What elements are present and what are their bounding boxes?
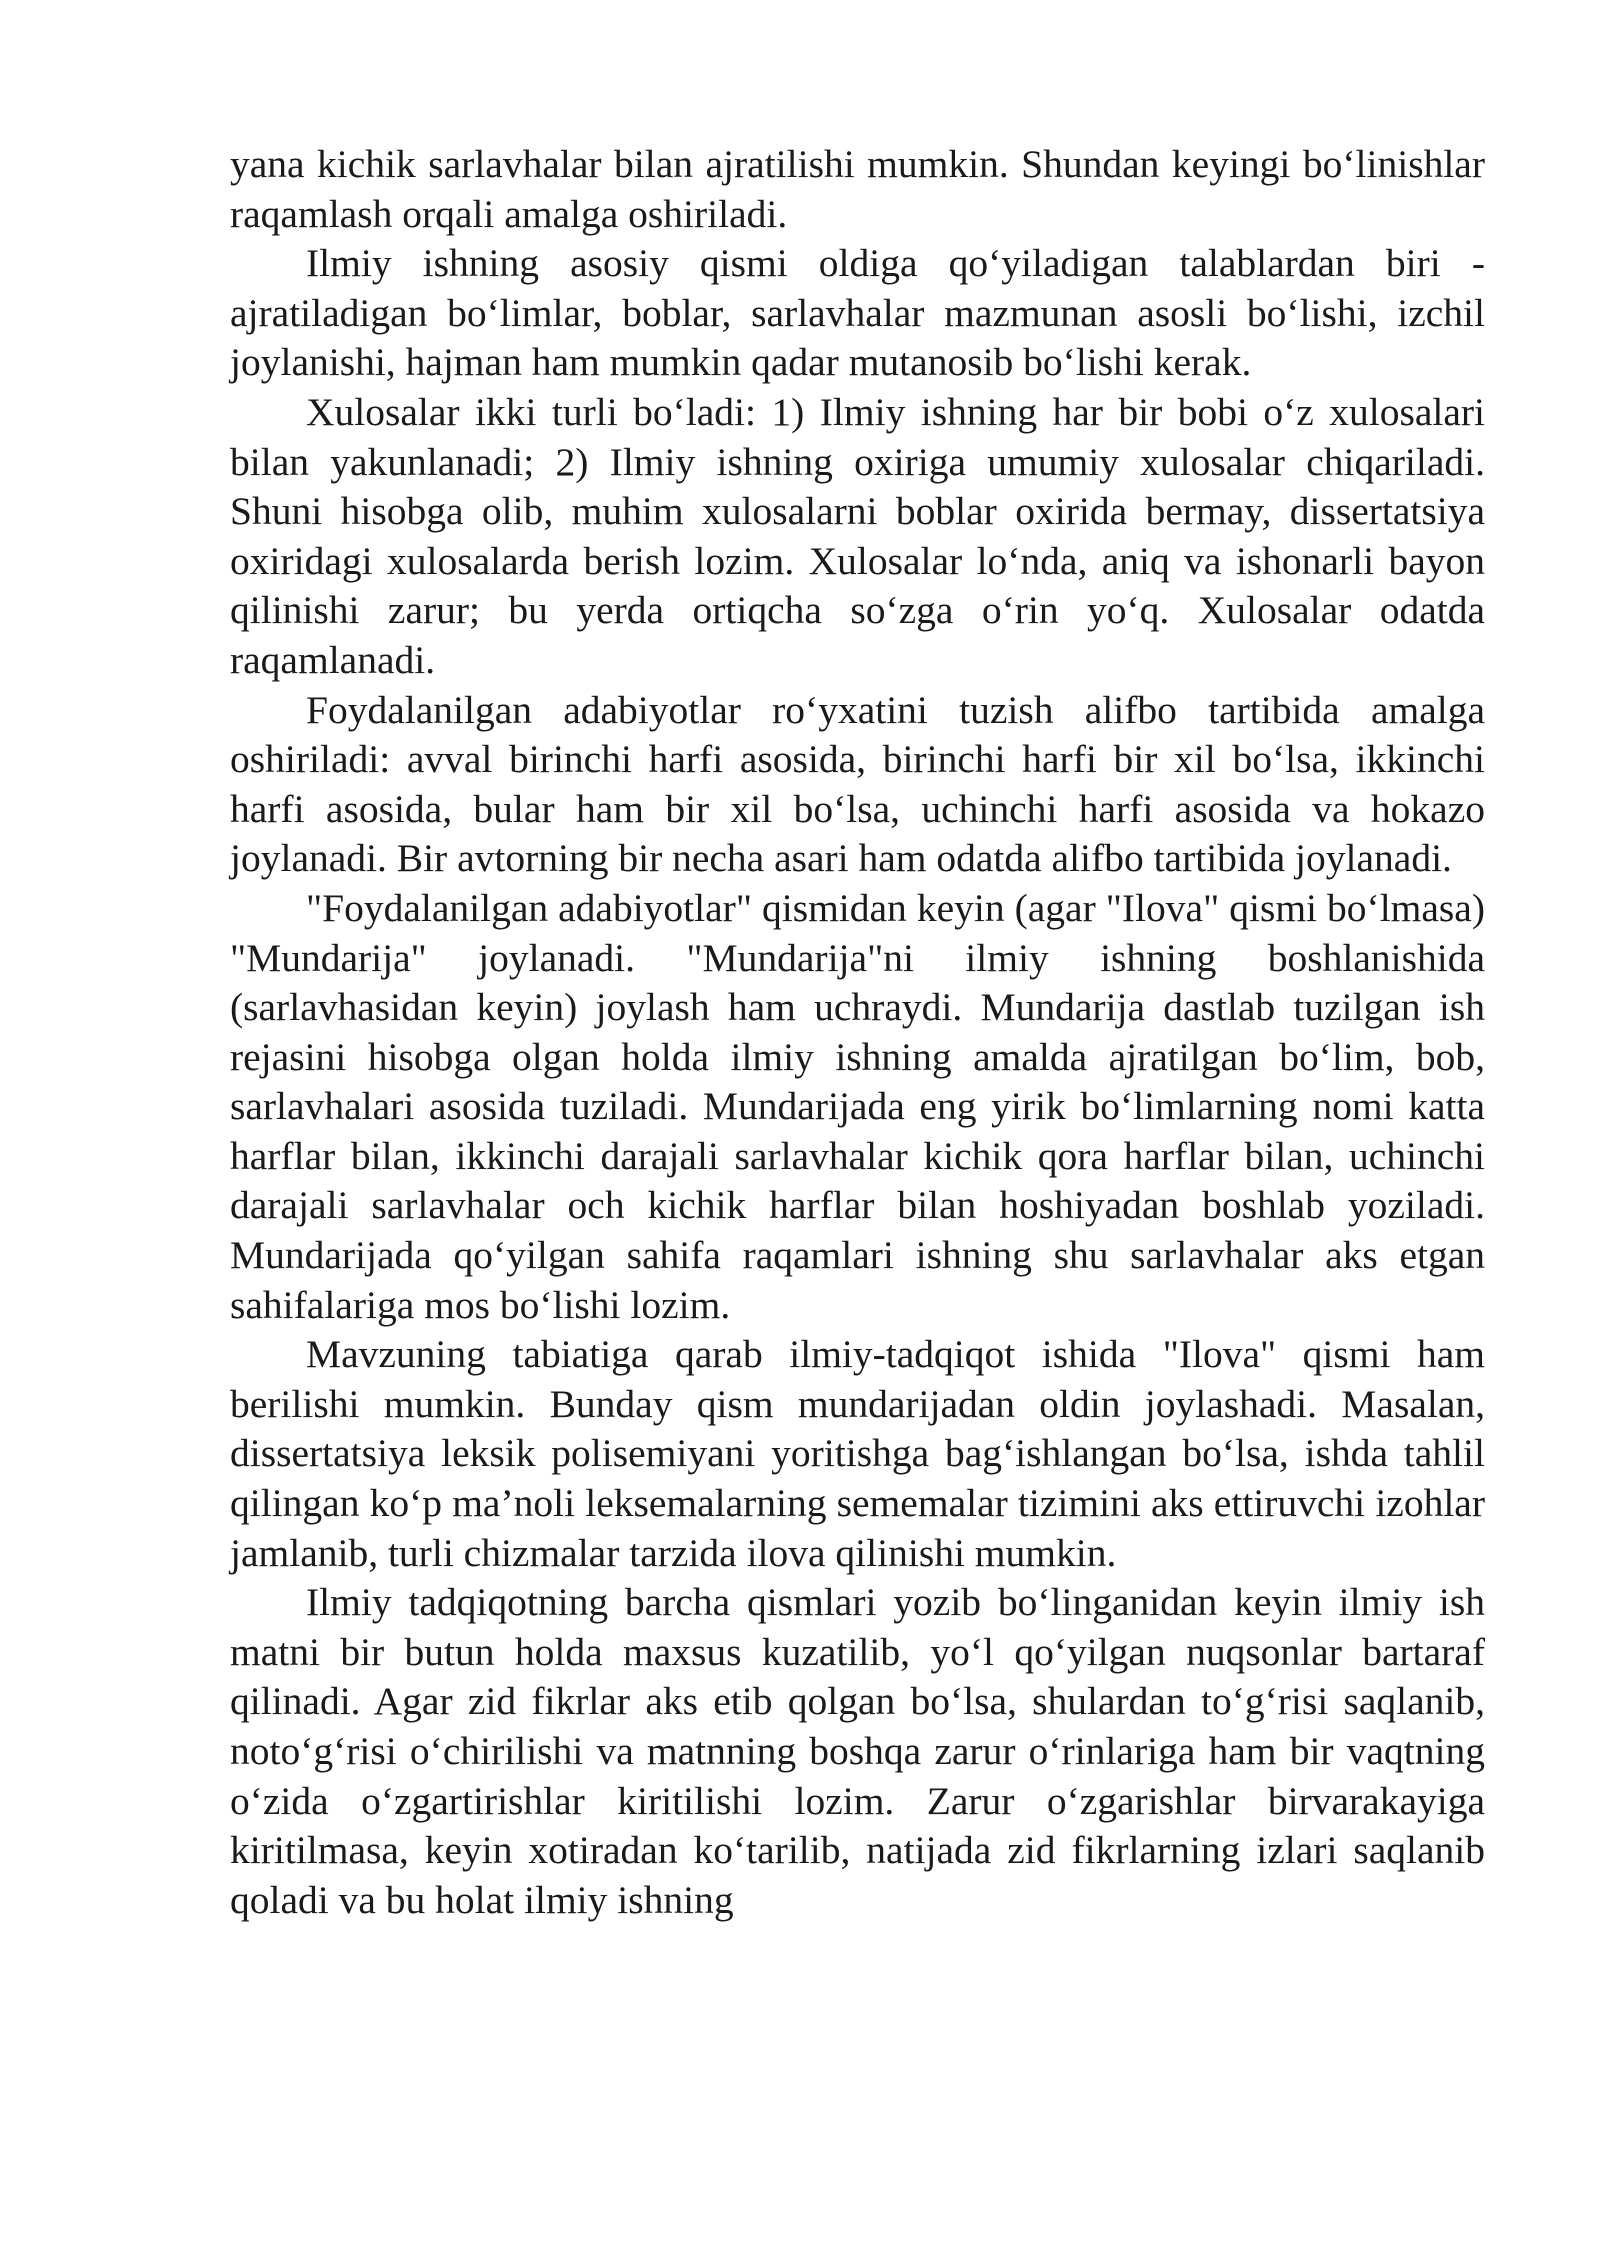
- paragraph-main-part-requirements: Ilmiy ishning asosiy qismi oldiga qo‘yiladigan talablardan biri - ajratiladigan bo‘limlar, boblar, sarlavhalar mazmunan asosli bo‘lishi, izchil joylanishi, hajman ham mumkin qadar mutanosib bo‘lishi kerak.: [230, 241, 1485, 385]
- document-page: [230, 140, 1485, 1925]
- paragraph-continuation: yana kichik sarlavhalar bilan ajratilishi mumkin. Shundan keyingi bo‘linishlar raqamlash orqali amalga oshiriladi.: [230, 142, 1485, 236]
- paragraph-appendix: Mavzuning tabiatiga qarab ilmiy-tadqiqot ishida "Ilova" qismi ham berilishi mumkin. Bunday qism mundarijadan oldin joylashadi. Masalan, dissertatsiya leksik polisemiyani yoritishga bag‘ishlangan bo‘lsa, ishda tahlil qilingan ko‘p ma’noli leksemalarning sememalar tizimini aks ettiruvchi izohlar jamlanib, turli chizmalar tarzida ilova qilinishi mumkin.: [230, 1332, 1485, 1575]
- paragraph-conclusions: Xulosalar ikki turli bo‘ladi: 1) Ilmiy ishning har bir bobi o‘z xulosalari bilan yakunlanadi; 2) Ilmiy ishning oxiriga umumiy xulosalar chiqariladi. Shuni hisobga olib, muhim xulosalarni boblar oxirida bermay, dissertatsiya oxiridagi xulosalarda berish lozim. Xulosalar lo‘nda, aniq va ishonarli bayon qilinishi zarur; bu yerda ortiqcha so‘zga o‘rin yo‘q. Xulosalar odatda raqamlanadi.: [230, 389, 1485, 682]
- paragraph-bibliography: Foydalanilgan adabiyotlar ro‘yxatini tuzish alifbo tartibida amalga oshiriladi: avval birinchi harfi asosida, birinchi harfi bir xil bo‘lsa, ikkinchi harfi asosida, bular ham bir xil bo‘lsa, uchinchi harfi asosida va hokazo joylanadi. Bir avtorning bir necha asari ham odatda alifbo tartibida joylanadi.: [230, 687, 1485, 881]
- paragraph-table-of-contents: "Foydalanilgan adabiyotlar" qismidan keyin (agar "Ilova" qismi bo‘lmasa) "Mundarija" joylanadi. "Mundarija"ni ilmiy ishning boshlanishida (sarlavhasidan keyin) joylash ham uchraydi. Mundarija dastlab tuzilgan ish rejasini hisobga olgan holda ilmiy ishning amalda ajratilgan bo‘lim, bob, sarlavhalari asosida tuziladi. Mundarijada eng yirik bo‘limlarning nomi katta harflar bilan, ikkinchi darajali sarlavhalar kichik qora harflar bilan, uchinchi darajali sarlavhalar och kichik harflar bilan hoshiyadan boshlab yoziladi. Mundarijada qo‘yilgan sahifa raqamlari ishning shu sarlavhalar aks etgan sahifalariga mos bo‘lishi lozim.: [230, 885, 1485, 1327]
- paragraph-final-review: Ilmiy tadqiqotning barcha qismlari yozib bo‘linganidan keyin ilmiy ish matni bir butun holda maxsus kuzatilib, yo‘l qo‘yilgan nuqsonlar bartaraf qilinadi. Agar zid fikrlar aks etib qolgan bo‘lsa, shulardan to‘g‘risi saqlanib, noto‘g‘risi o‘chirilishi va matnning boshqa zarur o‘rinlariga ham bir vaqtning o‘zida o‘zgartirishlar kiritilishi lozim. Zarur o‘zgarishlar birvarakayiga kiritilmasa, keyin xotiradan ko‘tarilib, natijada zid fikrlarning izlari saqlanib qoladi va bu holat ilmiy ishning: [230, 1580, 1485, 1922]
